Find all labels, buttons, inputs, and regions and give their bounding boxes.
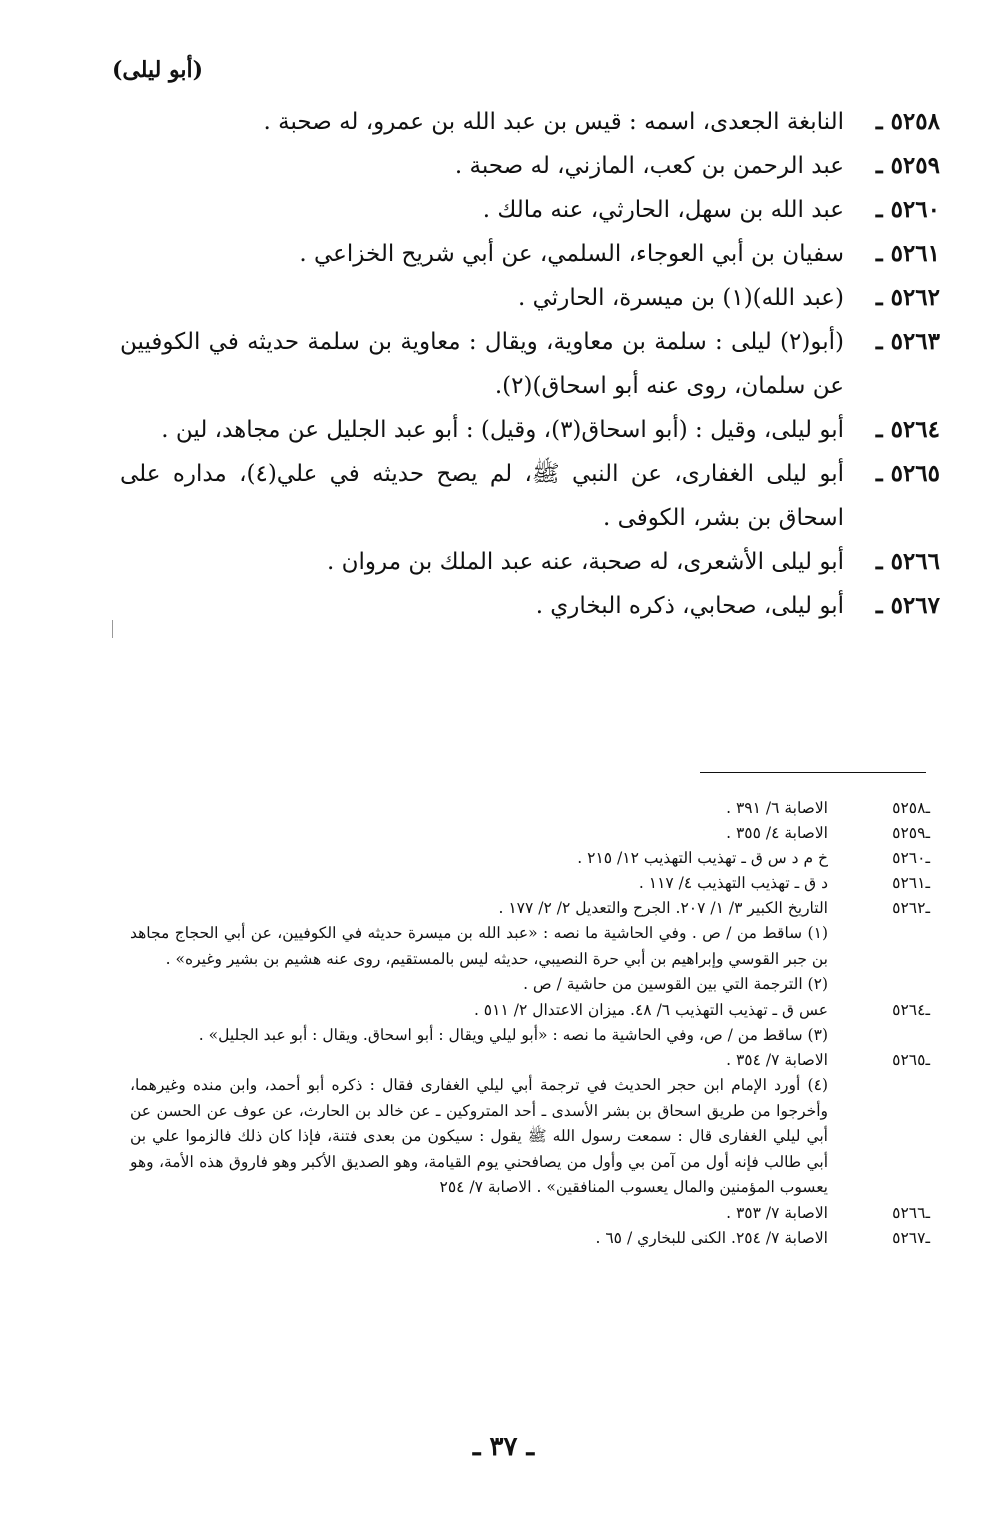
entry-row [120, 320, 940, 408]
entry-row [120, 188, 940, 232]
entry-row [120, 100, 940, 144]
footnote-divider [700, 772, 926, 773]
entry-row [120, 584, 940, 628]
reference-number: ـ٥٢٦٧ [892, 1228, 930, 1247]
footnote: (١) ساقط من / ص . وفي الحاشية ما نصه : «عبد الله بن ميسرة حديثه في الكوفيين، عن أبي الحجاج مجاهد بن جبر القوسي وإبراهيم بن أبي حرة النصيبي، حديثه ليس بالمستقيم، روى عنه هشيم بن بشير وغيره» . [130, 924, 828, 968]
reference-text: الاصابة ٧/ ٣٥٤ . [726, 1051, 828, 1069]
reference-text: الاصابة ٤/ ٣٥٥ . [726, 824, 828, 842]
entry-number: ٥٢٦٢ ـ [875, 284, 940, 311]
reference-row [130, 846, 930, 871]
footnote: (٣) ساقط من / ص، وفي الحاشية ما نصه : «أبو ليلي ويقال : أبو اسحاق. ويقال : أبو عبد الجليل» . [198, 1025, 828, 1044]
entry-text: سفيان بن أبي العوجاء، السلمي، عن أبي شريح الخزاعي . [299, 241, 844, 267]
entry-text: أبو ليلى، وقيل : (أبو اسحاق(٣)، وقيل) : أبو عبد الجليل عن مجاهد، لين . [161, 417, 844, 443]
entry-number: ٥٢٦١ ـ [875, 240, 940, 267]
entry-text: أبو ليلى الأشعرى، له صحبة، عنه عبد الملك بن مروان . [327, 549, 844, 575]
entry-text: (أبو(٢) ليلى : سلمة بن معاوية، ويقال : معاوية بن سلمة حديثه في الكوفيين عن سلمان، روى عنه أبو اسحاق)(٢). [120, 329, 844, 399]
reference-number: ـ٥٢٦٤ [892, 1000, 930, 1019]
reference-row [130, 998, 930, 1023]
entry-number: ٥٢٦٣ ـ [875, 328, 940, 355]
reference-number: ـ٥٢٦٦ [892, 1203, 930, 1222]
entry-text: النابغة الجعدى، اسمه : قيس بن عبد الله بن عمرو، له صحبة . [263, 109, 844, 135]
entry-row [120, 276, 940, 320]
reference-text: الاصابة ٦/ ٣٩١ . [726, 799, 828, 817]
reference-number: ـ٥٢٦٥ [892, 1051, 930, 1069]
reference-row [130, 1226, 930, 1251]
reference-row [130, 871, 930, 896]
entry-row [120, 452, 940, 540]
entry-text: عبد الرحمن بن كعب، المازني، له صحبة . [454, 153, 844, 179]
footnote: (٤) أورد الإمام ابن حجر الحديث في ترجمة أبي ليلي الغفارى فقال : ذكره أبو أحمد، وابن منده وغيرهما، وأخرجوا من طريق اسحاق بن بشر الأسدى ـ أحد المتروكين ـ عن خالد بن الحارث، عن عوف عن الحسن عن أبي ليلي الغفارى قال : سمعت رسول الله ﷺ يقول : سيكون من بعدى فتنة، فإذا كان ذلك فالزموا علي بن أبي طالب فإنه أول من آمن بي وأول من يصافحني يوم القيامة، وهو الصديق الأكبر وهو فاروق هذه الأمة، وهو يعسوب المؤمنين والمال يعسوب المنافقين» . الاصابة ٧/ ٢٥٤ [130, 1076, 828, 1196]
entry-text: أبو ليلى، صحابي، ذكره البخاري . [535, 593, 844, 619]
reference-text: د ق ـ تهذيب التهذيب ٤/ ١١٧ . [638, 874, 828, 892]
footnote: (٢) الترجمة التي بين القوسين من حاشية / ص . [523, 975, 828, 993]
entry-row [120, 540, 940, 584]
reference-text: التاريخ الكبير ٣/ ١/ ٢٠٧. الجرح والتعديل ٢/ ٢/ ١٧٧ . [498, 899, 828, 917]
entry-row [120, 144, 940, 188]
reference-row [130, 821, 930, 846]
reference-row [130, 896, 930, 921]
entry-text: عبد الله بن سهل، الحارثي، عنه مالك . [482, 197, 844, 223]
entry-number: ٥٢٦٤ ـ [875, 416, 940, 443]
entry-text: (عبد الله)(١) بن ميسرة، الحارثي . [518, 285, 844, 311]
reference-text: عس ق ـ تهذيب التهذيب ٦/ ٤٨. ميزان الاعتدال ٢/ ٥١١ . [473, 1000, 828, 1019]
entry-number: ٥٢٦٠ ـ [875, 196, 940, 223]
reference-row [130, 1201, 930, 1226]
reference-number: ـ٥٢٦١ [892, 874, 930, 892]
entry-row [120, 232, 940, 276]
entry-text: أبو ليلى الغفارى، عن النبي ﷺ، لم يصح حديثه في علي(٤)، مداره على اسحاق بن بشر، الكوفى . [120, 461, 844, 531]
reference-number: ـ٥٢٥٩ [892, 824, 930, 842]
reference-number: ـ٥٢٦٠ [892, 849, 930, 867]
reference-row [130, 1048, 930, 1073]
margin-mark [112, 620, 116, 638]
entry-number: ٥٢٦٥ ـ [875, 460, 940, 487]
entry-number: ٥٢٦٦ ـ [875, 548, 940, 575]
running-header: (أبو ليلى) [112, 57, 204, 83]
entry-number: ٥٢٥٩ ـ [875, 152, 940, 179]
reference-text: الاصابة ٧/ ٣٥٣ . [726, 1203, 828, 1222]
entry-row [120, 408, 940, 452]
reference-text: الاصابة ٧/ ٢٥٤. الكنى للبخاري / ٦٥ . [595, 1228, 828, 1247]
entry-number: ٥٢٦٧ ـ [875, 592, 940, 619]
reference-text: خ م د س ق ـ تهذيب التهذيب ١٢/ ٢١٥ . [577, 849, 828, 867]
entries-list [120, 100, 940, 628]
page-number: ـ ٣٧ ـ [472, 1432, 535, 1462]
reference-number: ـ٥٢٦٢ [892, 899, 930, 917]
reference-number: ـ٥٢٥٨ [892, 799, 930, 817]
reference-row [130, 796, 930, 821]
entry-number: ٥٢٥٨ ـ [875, 108, 940, 135]
footnotes-section [130, 796, 930, 1251]
